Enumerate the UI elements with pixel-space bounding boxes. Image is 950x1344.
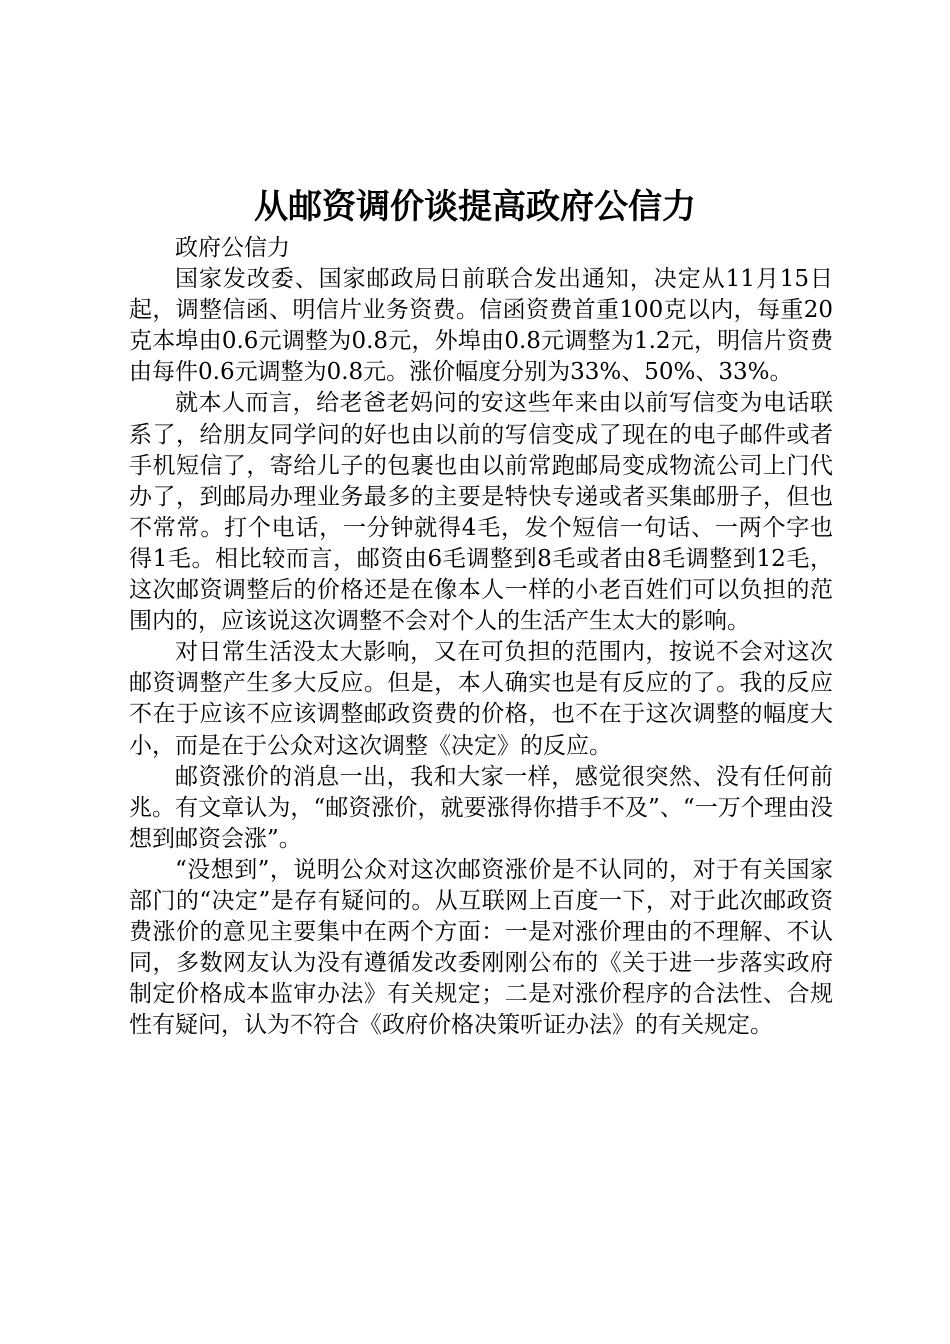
document-subtitle: 政府公信力 bbox=[175, 235, 290, 261]
document-title: 从邮资调价谈提高政府公信力 bbox=[254, 187, 696, 227]
paragraph: “没想到”，说明公众对这次邮资涨价是不认同的，对于有关国家部门的“决定”是存有疑问的。从互联网上百度一下，对于此次邮政资费涨价的意见主要集中在两个方面：一是对涨价理由的不理解、不认同，多数网友认为没有遵循发改委刚刚公布的《关于进一步落实政府制定价格成本监审办法》有关规定；二是对涨价程序的合法性、合规性有疑问，认为不符合《政府价格决策听证办法》的有关规定。 bbox=[129, 856, 833, 1039]
paragraph: 邮资涨价的消息一出，我和大家一样，感觉很突然、没有任何前兆。有文章认为，“邮资涨价，就要涨得你措手不及”、“一万个理由没想到邮资会涨”。 bbox=[129, 763, 833, 852]
document-body bbox=[129, 233, 833, 1041]
paragraph: 就本人而言，给老爸老妈问的安这些年来由以前写信变为电话联系了，给朋友同学问的好也由以前的写信变成了现在的电子邮件或者手机短信了，寄给儿子的包裹也由以前常跑邮局变成物流公司上门代办了，到邮局办理业务最多的主要是特快专递或者买集邮册子，但也不常常。打个电话，一分钟就得4毛，发个短信一句话、一两个字也得1毛。相比较而言，邮资由6毛调整到8毛或者由8毛调整到12毛，这次邮资调整后的价格还是在像本人一样的小老百姓们可以负担的范围内的，应该说这次调整不会对个人的生活产生太大的影响。 bbox=[129, 390, 833, 635]
paragraph: 国家发改委、国家邮政局日前联合发出通知，决定从11月15日起，调整信函、明信片业务资费。信函资费首重100克以内，每重20克本埠由0.6元调整为0.8元，外埠由0.8元调整为1.2元，明信片资费由每件0.6元调整为0.8元。涨价幅度分别为33%、50%、33%。 bbox=[129, 266, 833, 386]
paragraph: 对日常生活没太大影响，又在可负担的范围内，按说不会对这次邮资调整产生多大反应。但是，本人确实也是有反应的了。我的反应不在于应该不应该调整邮政资费的价格，也不在于这次调整的幅度大小，而是在于公众对这次调整《决定》的反应。 bbox=[129, 639, 833, 759]
